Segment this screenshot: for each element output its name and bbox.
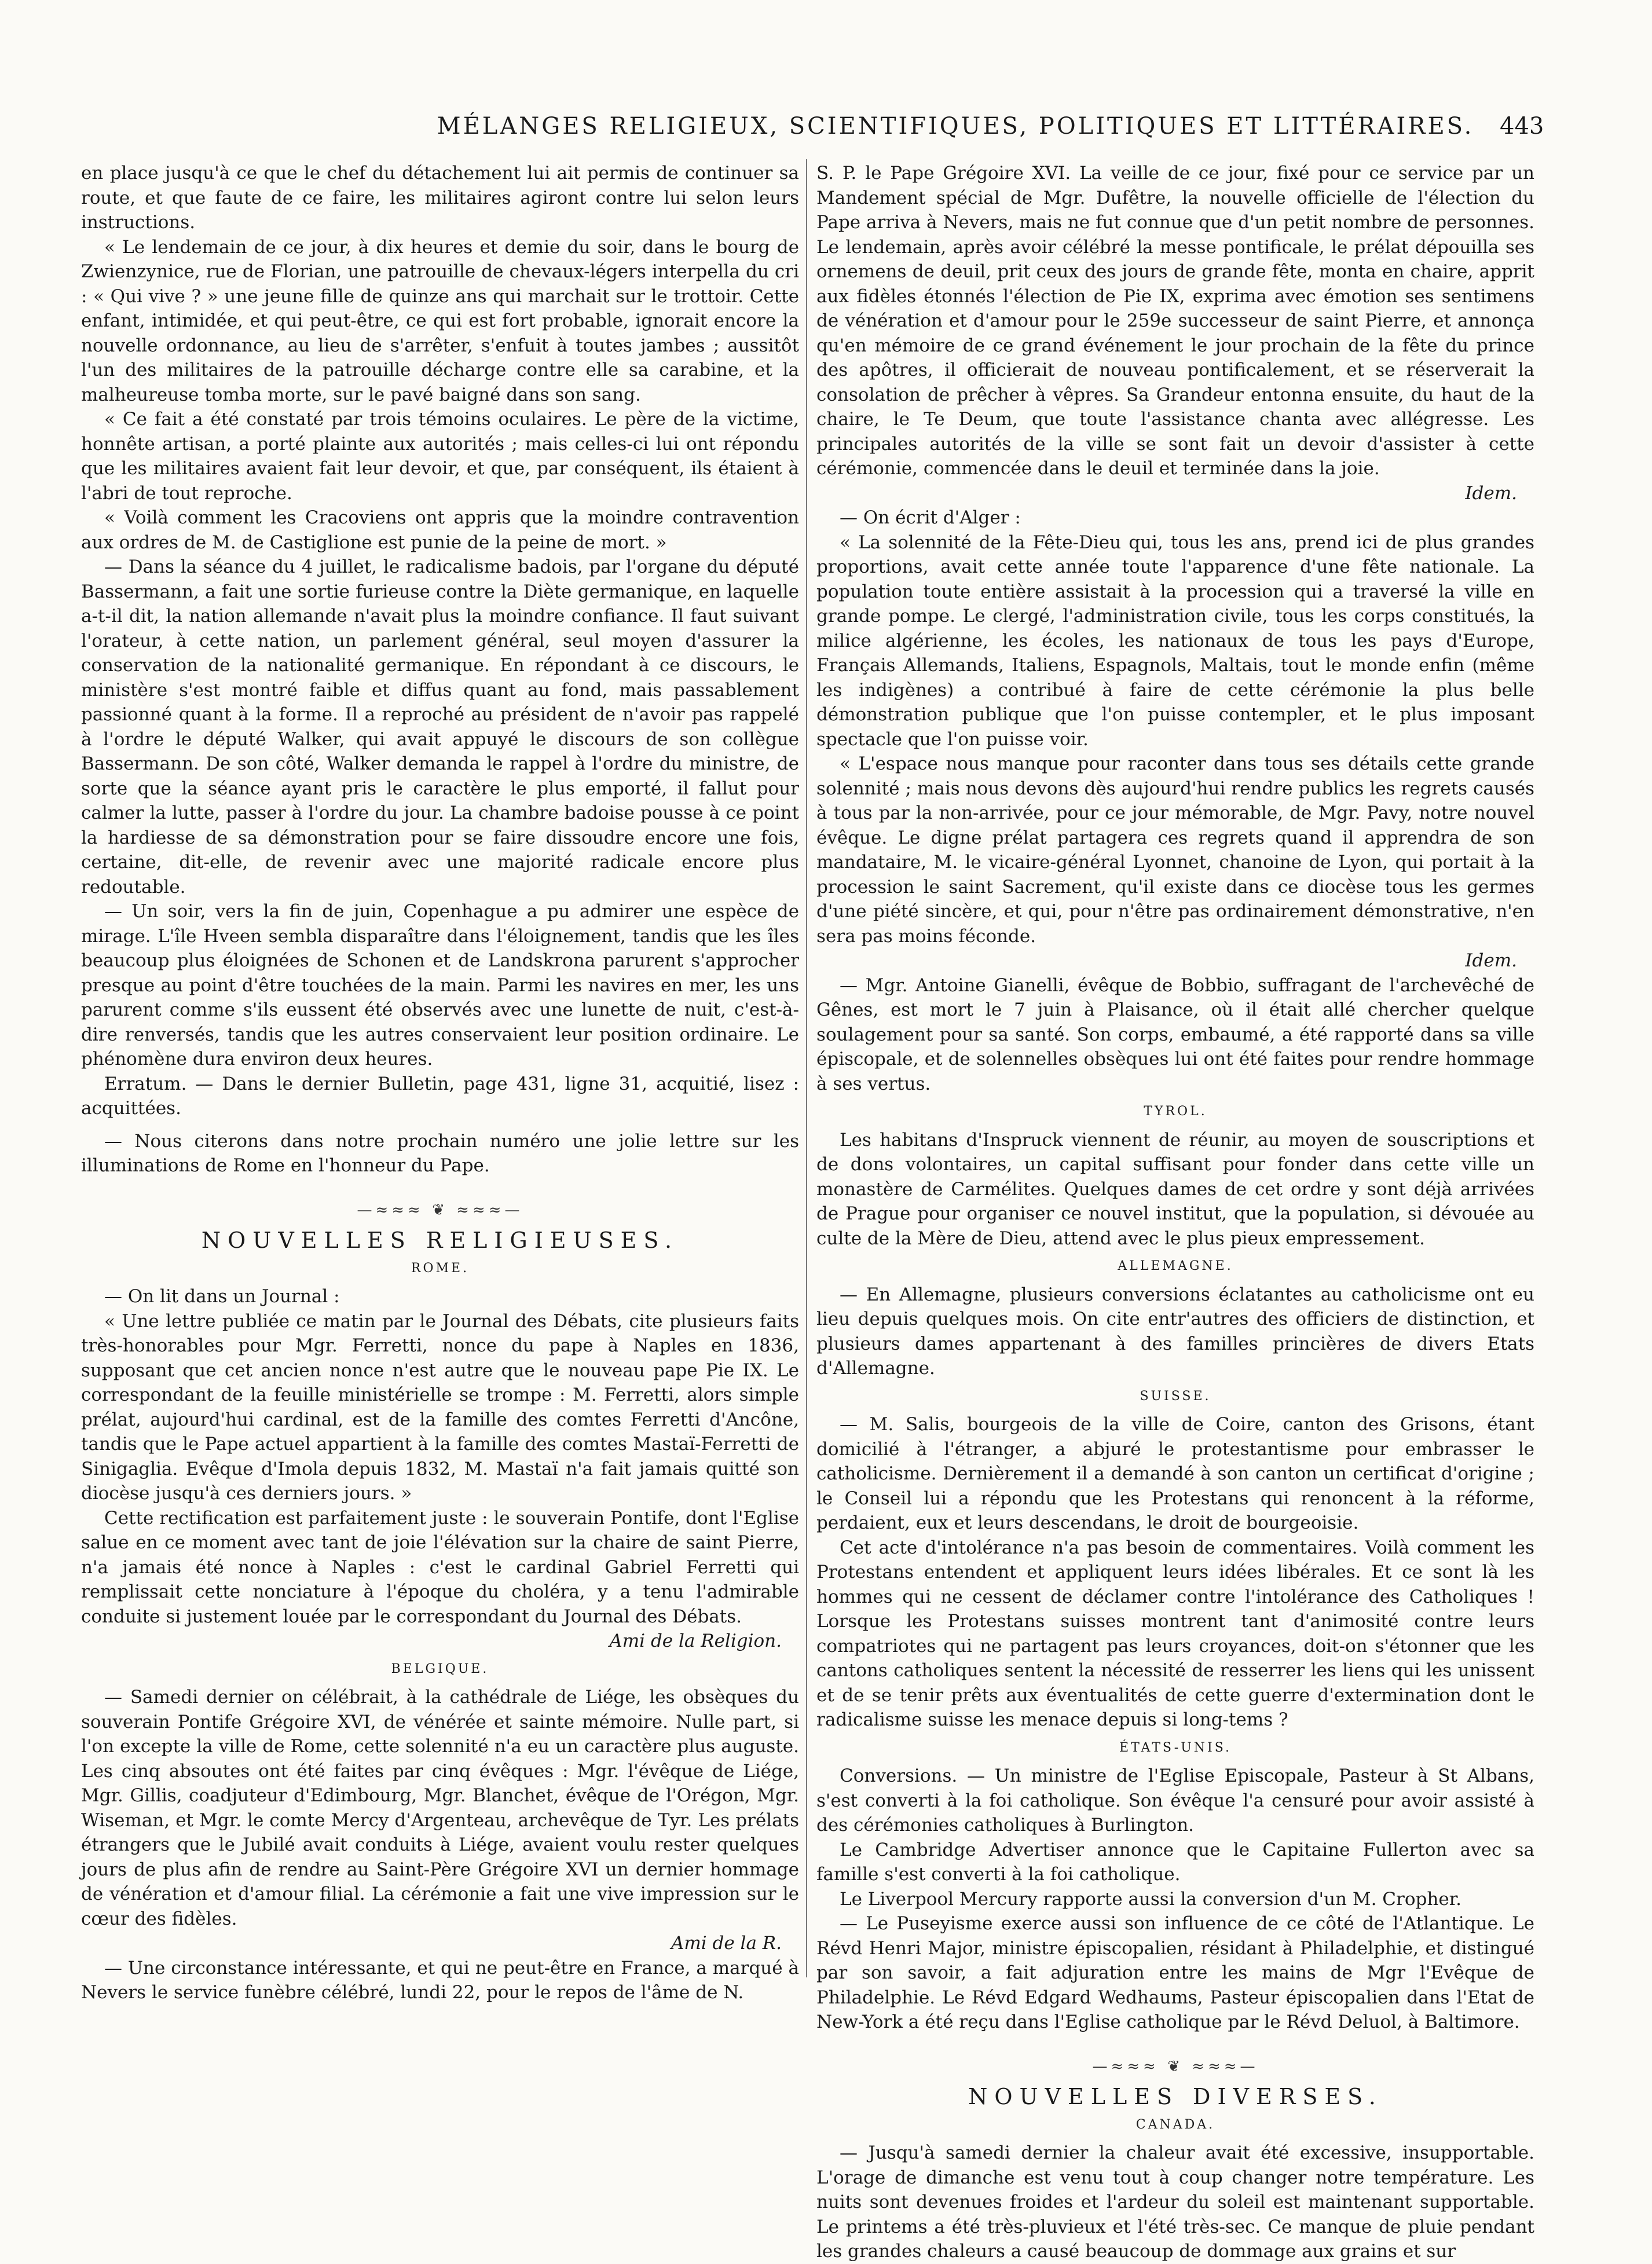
paragraph: Cette rectification est parfaitement juste : le souverain Pontife, dont l'Eglise salue en ce moment avec tant de joie l'élévation sur la chaire de saint Pierre, n'a jamais été nonce à Naples : c'est le cardinal Gabriel Ferretti qui remplissait cette nonciature à l'époque du choléra, y a tenu l'admirable conduite si justement louée par le correspondant du Journal des Débats. — [81, 1507, 799, 1627]
paragraph: — Nous citerons dans notre prochain numéro une jolie lettre sur les illuminations de Rome en l'honneur du Pape. — [81, 1130, 799, 1176]
subhead-rome: ROME. — [411, 1261, 470, 1276]
paragraph: — Le Puseyisme exerce aussi son influence de ce côté de l'Atlantique. Le Révd Henri Major, ministre épiscopalien, résidant à Philadelphie, et distingué par son savoir, a fait adjuration entre les mains de Mgr l'Evêque de Philadelphie. Le Révd Edgard Wedhaums, Pasteur épiscopalien dans l'Etat de New-York a été reçu dans l'Eglise catholique par le Révd Deluol, à Baltimore. — [816, 1913, 1534, 2032]
paragraph: — Dans la séance du 4 juillet, le radicalisme badois, par l'organe du député Bassermann, a fait une sortie furieuse contre la Diète germanique, en laquelle a-t-il dit, la nation allemande n'avait plus la moindre confiance. Il faut suivant l'orateur, à cette nation, un parlement général, seul moyen d'assurer la conservation de la nationalité germanique. En répondant à ce discours, le ministère s'est montré faible et diffus quant au fond, mais passablement passionné quant à la forme. Il a reproché au président de n'avoir pas rappelé à l'ordre le député Walker, qui avait appuyé le discours de son collègue Bassermann. De son côté, Walker demanda le rappel à l'ordre du ministre, de sorte que la séance ayant pris le caractère le plus emporté, il fallut pour calmer la lutte, passer à l'ordre du jour. La chambre badoise pousse à ce point la hardiesse de sa démonstration pour se faire dissoudre encore une fois, certaine, dit-elle, de revenir avec une majorité radicale encore plus redoutable. — [81, 556, 799, 897]
paragraph: — On lit dans un Journal : — [104, 1286, 340, 1307]
paragraph: « La solennité de la Fête-Dieu qui, tous les ans, prend ici de plus grandes proportions, avait cette année toute l'apparence d'une fête nationale. La population toute entière assistait à la procession qui a traversé la ville en grande pompe. Le clergé, l'administration civile, tous les corps constitués, la milice algérienne, les écoles, les nationaux de tous les pays d'Europe, Français Allemands, Italiens, Espagnols, Maltais, tout le monde enfin (même les indigènes) a contribué à faire de cette cérémonie la plus belle démonstration publique que l'on puisse contempler, et le plus imposant spectacle que l'on puisse voir. — [816, 532, 1534, 750]
paragraph: en place jusqu'à ce que le chef du détachement lui ait permis de continuer sa route, et que faute de ce faire, les militaires agiront contre lui selon leurs instructions. — [81, 163, 799, 233]
paragraph: Le Cambridge Advertiser annonce que le Capitaine Fullerton avec sa famille s'est converti à la foi catholique. — [816, 1839, 1534, 1885]
subhead-etats-unis: ÉTATS-UNIS. — [1119, 1740, 1232, 1755]
subhead-allemagne: ALLEMAGNE. — [1118, 1259, 1233, 1273]
paragraph: Cet acte d'intolérance n'a pas besoin de commentaires. Voilà comment les Protestans entendent et appliquent leurs idées libérales. Et ce sont là les hommes qui ne cessent de déclamer contre l'intolérance des Catholiques ! Lorsque les Protestans suisses montrent tant d'animosité contre leurs compatriotes qui ne partagent pas leurs croyances, doit-on s'étonner que les cantons catholiques sentent la nécessité de resserrer les liens qui les unissent et de se tenir prêts aux éventualités de cette guerre d'extermination dont le radicalisme suisse les menace depuis si long-tems ? — [816, 1537, 1534, 1730]
paragraph: Conversions. — Un ministre de l'Eglise Episcopale, Pasteur à St Albans, s'est converti à la foi catholique. Son évêque l'a censuré pour avoir assisté à des cérémonies catholiques à Burlington. — [816, 1765, 1534, 1836]
paragraph: « Ce fait a été constaté par trois témoins oculaires. Le père de la victime, honnête artisan, a porté plainte aux autorités ; mais celles-ci lui ont répondu que les militaires avaient fait leur devoir, et que, par conséquent, ils étaient à l'abri de tout reproche. — [81, 409, 799, 504]
signature: Ami de la R. — [671, 1933, 782, 1954]
subhead-belgique: BELGIQUE. — [391, 1661, 489, 1676]
paragraph: « Le lendemain de ce jour, à dix heures et demie du soir, dans le bourg de Zwienzynice, rue de Florian, une patrouille de chevaux-légers interpella du cri : « Qui vive ? » une jeune fille de quinze ans qui marchait sur le trottoir. Cette enfant, intimidée, et qui peut-être, ce qui est fort probable, ignorait encore la nouvelle ordonnance, au lieu de s'arrêter, s'enfuit à toutes jambes ; aussitôt l'un des militaires de la patrouille décharge contre elle sa carabine, et la malheureuse tomba morte, sur le pavé baigné dans son sang. — [81, 236, 799, 405]
erratum: Erratum. — Dans le dernier Bulletin, page 431, ligne 31, acquitié, lisez : acquittées. — [81, 1073, 799, 1119]
signature: Idem. — [1465, 950, 1517, 971]
paragraph: — Samedi dernier on célébrait, à la cathédrale de Liége, les obsèques du souverain Pontife Grégoire XVI, de vénérée et sainte mémoire. Nulle part, si l'on excepte la ville de Rome, cette solennité n'a eu un caractère plus auguste. Les cinq absoutes ont été faites par cinq évêques : Mgr. l'évêque de Liége, Mgr. Gillis, coadjuteur d'Edimbourg, Mgr. Blanchet, évêque de l'Orégon, Mgr. Wiseman, et Mgr. le comte Mercy d'Argenteau, archevêque de Tyr. Les prélats étrangers que le Jubilé avait conduits à Liége, avaient voulu rester quelques jours de plus afin de rendre au Saint-Père Grégoire XVI un dernier hommage de vénération et d'amour filial. La cérémonie a fait une vive impression sur le cœur des fidèles. — [81, 1687, 799, 1929]
paragraph: Le Liverpool Mercury rapporte aussi la conversion d'un M. Cropher. — [840, 1888, 1461, 1910]
paragraph: S. P. le Pape Grégoire XVI. La veille de ce jour, fixé pour ce service par un Mandement spécial de Mgr. Dufêtre, la nouvelle officielle de l'élection du Pape arriva à Nevers, mais ne fut connue que d'un petit nombre de personnes. Le lendemain, après avoir célébré la messe pontificale, le prélat dépouilla ses ornemens de deuil, prit ceux des jours de grande fête, monta en chaire, apprit aux fidèles étonnés l'élection de Pie IX, exprima avec émotion ses sentimens de vénération et d'amour pour le 259e successeur de saint Pierre, et annonça qu'en mémoire de ce grand événement le jour prochain de la fête du prince des apôtres, il officierait de nouveau pontificalement, et se réserverait la consolation de prêcher à vêpres. Sa Grandeur entonna ensuite, du haut de la chaire, le Te Deum, que toute l'assistance chanta avec allégresse. Les principales autorités de la ville se sont fait un devoir d'assister à cette cérémonie, commencée dans le deuil et terminée dans la joie. — [816, 163, 1534, 479]
paragraph: — Une circonstance intéressante, et qui ne peut-être en France, a marqué à Nevers le service funèbre célébré, lundi 22, pour le repos de l'âme de N. — [81, 1957, 799, 2003]
paragraph: — M. Salis, bourgeois de la ville de Coire, canton des Grisons, étant domicilié à l'étranger, a abjuré le protestantisme pour embrasser le catholicisme. Dernièrement il a demandé à son canton un certificat d'origine ; le Conseil lui a répondu que les Protestans qui renoncent à la réforme, perdaient, eux et leurs descendans, le droit de bourgeoisie. — [816, 1414, 1534, 1533]
signature: Ami de la Religion. — [609, 1631, 782, 1651]
paragraph: « Une lettre publiée ce matin par le Journal des Débats, cite plusieurs faits très-honorables pour Mgr. Ferretti, nonce du pape à Naples en 1836, supposant que cet ancien nonce n'est autre que le nouveau pape Pie IX. Le correspondant de la feuille ministérielle se trompe : M. Ferretti, alors simple prélat, aujourd'hui cardinal, est de la famille des comtes Ferretti d'Ancône, tandis que le Pape actuel appartient à la famille des comtes Mastaï-Ferretti de Sinigaglia. Evêque d'Imola depuis 1832, M. Mastaï n'a fait jamais quitté son diocèse jusqu'à ces derniers jours. » — [81, 1310, 799, 1504]
paragraph: « L'espace nous manque pour raconter dans tous ses détails cette grande solennité ; mais nous devons dès aujourd'hui rendre publics les regrets causés à tous par la non-arrivée, pour ce jour mémorable, de Mgr. Pavy, notre nouvel évêque. Le digne prélat partagera ces regrets quand il apprendra de son mandataire, M. le vicaire-général Lyonnet, chanoine de Lyon, qui portait à la procession le saint Sacrement, qu'il existe dans ce diocèse tous les germes d'une piété sincère, et qui, pour n'être pas ordinairement démonstrative, n'en sera pas moins féconde. — [816, 753, 1534, 947]
subhead-suisse: SUISSE. — [1140, 1389, 1211, 1404]
paragraph: — Un soir, vers la fin de juin, Copenhague a pu admirer une espèce de mirage. L'île Hveen sembla disparaître dans l'éloignement, tandis que les îles beaucoup plus éloignées de Schonen et de Landskrona parurent s'approcher presque au point d'être touchées de la main. Parmi les navires en mer, les uns parurent comme s'ils eussent été observés avec une lunette de nuit, c'est-à-dire renversés, tandis que les autres conservaient leur position ordinaire. Le phénomène dura environ deux heures. — [81, 901, 799, 1069]
paragraph: Les habitans d'Inspruck viennent de réunir, au moyen de souscriptions et de dons volontaires, un capital suffisant pour fonder dans cette ville un monastère de Carmélites. Quelques dames de cet ordre y sont déjà arrivées de Prague pour organiser ce nouvel institut, que la population, si dévouée au culte de la Mère de Dieu, attend avec le plus pieux empressement. — [816, 1129, 1534, 1249]
subhead-tyrol: TYROL. — [1144, 1104, 1207, 1119]
paragraph: — Mgr. Antoine Gianelli, évêque de Bobbio, suffragant de l'archevêché de Gênes, est mort le 7 juin à Plaisance, où il était allé chercher quelque soulagement pour sa santé. Son corps, embaumé, a été rapporté dans sa ville épiscopale, et de solennelles obsèques lui ont été faites pour rendre hommage à ses vertus. — [816, 975, 1534, 1094]
signature: Idem. — [1465, 482, 1517, 504]
paragraph: — On écrit d'Alger : — [840, 507, 1021, 528]
left-column — [81, 161, 799, 2003]
running-header: MÉLANGES RELIGIEUX, SCIENTIFIQUES, POLITIQUES ET LITTÉRAIRES. — [437, 113, 1474, 140]
column-rule — [806, 159, 807, 1977]
section-title: NOUVELLES DIVERSES. — [968, 2084, 1383, 2109]
page-number: 443 — [1500, 113, 1544, 140]
paragraph: — En Allemagne, plusieurs conversions éclatantes au catholicisme ont eu lieu depuis quelques mois. On cite entr'autres des officiers de distinction, et plusieurs dames appartenant à des familles princières de divers Etats d'Allemagne. — [816, 1284, 1534, 1379]
ornament-divider: —≈≈≈ ❦ ≈≈≈— — [1092, 2057, 1259, 2075]
section-title: NOUVELLES RELIGIEUSES. — [201, 1228, 679, 1253]
subhead-canada: CANADA. — [1135, 2117, 1215, 2132]
paragraph: « Voilà comment les Cracoviens ont appris que la moindre contravention aux ordres de M. de Castiglione est punie de la peine de mort. » — [81, 507, 799, 553]
ornament-divider: —≈≈≈ ❦ ≈≈≈— — [357, 1201, 523, 1219]
right-column — [816, 161, 1534, 2262]
paragraph: — Jusqu'à samedi dernier la chaleur avait été excessive, insupportable. L'orage de dimanche est venu tout à coup changer notre température. Les nuits sont devenues froides et l'ardeur du soleil est maintenant supportable. Le printems a été très-pluvieux et l'été très-sec. Ce manque de pluie pendant les grandes chaleurs a causé beaucoup de dommage aux grains et sur — [816, 2142, 1534, 2262]
